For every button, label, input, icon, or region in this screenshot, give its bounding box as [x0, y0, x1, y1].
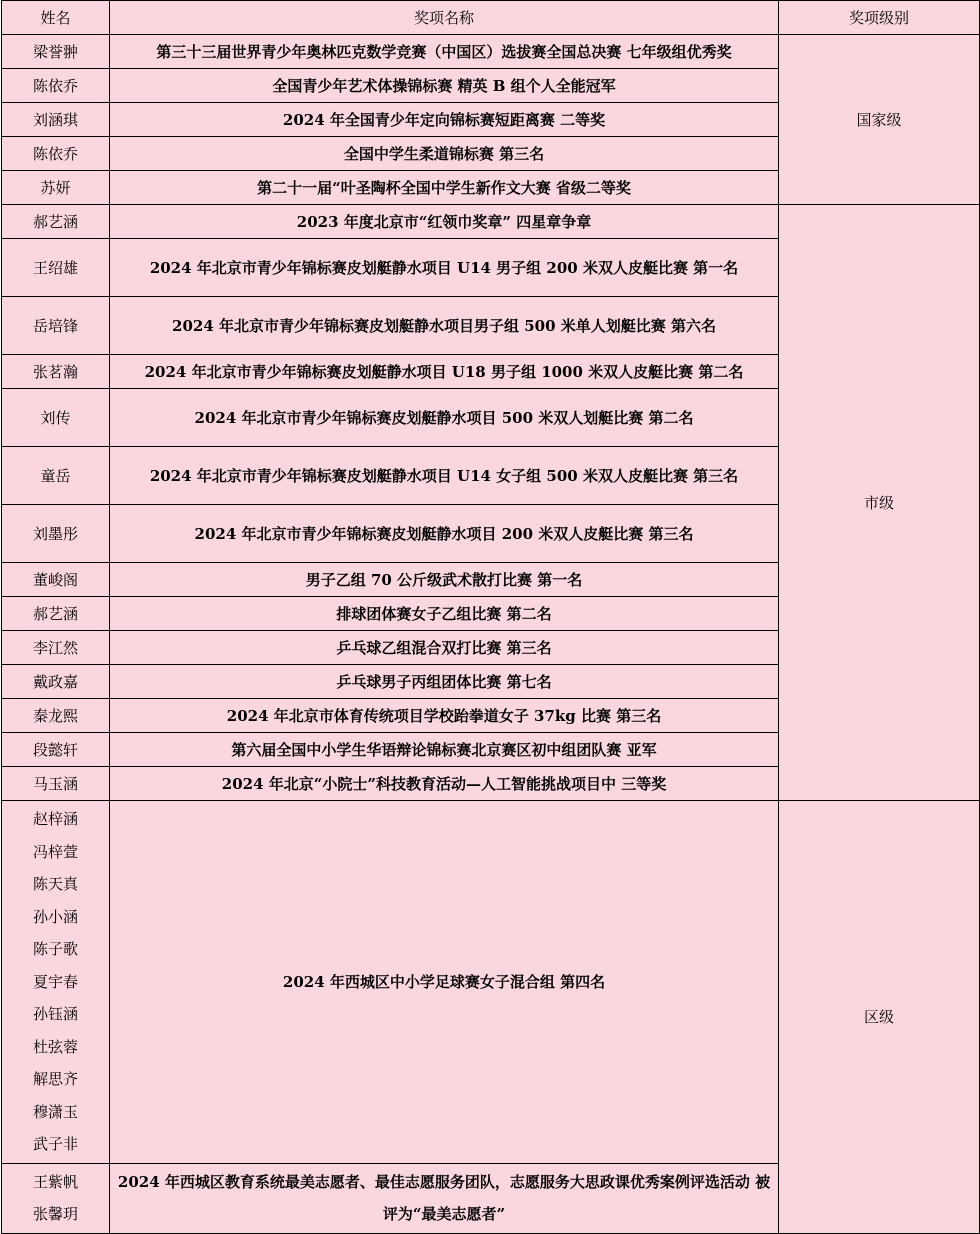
- volunteer-names: [2, 1163, 110, 1233]
- student-name: 梁誉翀: [2, 35, 110, 69]
- award-name: 2024 年北京市青少年锦标赛皮划艇静水项目 500 米双人划艇比赛 第二名: [110, 389, 779, 447]
- award-level-city: 市级: [779, 205, 980, 801]
- student-name: 戴政嘉: [2, 665, 110, 699]
- header-award: 奖项名称: [110, 1, 779, 35]
- header-level: 奖项级别: [779, 1, 980, 35]
- student-name: 郝艺涵: [2, 205, 110, 239]
- student-name: 马玉涵: [2, 767, 110, 801]
- award-name: 全国中学生柔道锦标赛 第三名: [110, 137, 779, 171]
- award-name: 2024 年西城区教育系统最美志愿者、最佳志愿服务团队，志愿服务大思政课优秀案例评选活动 被评为“最美志愿者”: [110, 1163, 779, 1233]
- award-name: 乒乓球乙组混合双打比赛 第三名: [110, 631, 779, 665]
- student-name: 孙钰涵: [32, 1005, 78, 1023]
- award-name: 2024 年北京市青少年锦标赛皮划艇静水项目 U14 女子组 500 米双人皮艇比赛 第三名: [110, 447, 779, 505]
- award-name: 第二十一届“叶圣陶杯全国中学生新作文大赛 省级二等奖: [110, 171, 779, 205]
- student-name: 张馨玥: [32, 1205, 78, 1223]
- student-name: 苏妍: [2, 171, 110, 205]
- student-name: 赵梓涵: [32, 810, 78, 828]
- table-row-football-team: [2, 801, 980, 1164]
- student-name: 陈依乔: [2, 137, 110, 171]
- award-name: 2024 年北京市体育传统项目学校跆拳道女子 37kg 比赛 第三名: [110, 699, 779, 733]
- student-name: 李江然: [2, 631, 110, 665]
- student-name: 穆潇玉: [32, 1102, 78, 1121]
- award-name: 全国青少年艺术体操锦标赛 精英 B 组个人全能冠军: [110, 69, 779, 103]
- award-name: 乒乓球男子丙组团体比赛 第七名: [110, 665, 779, 699]
- award-name: 2024 年北京“小院士”科技教育活动—人工智能挑战项目中 三等奖: [110, 767, 779, 801]
- header-name: 姓名: [2, 1, 110, 35]
- student-name: 杜弦蓉: [32, 1037, 78, 1056]
- student-name: 郝艺涵: [2, 597, 110, 631]
- student-name: 刘涵琪: [2, 103, 110, 137]
- team-member-names: [2, 801, 110, 1164]
- award-name: 排球团体赛女子乙组比赛 第二名: [110, 597, 779, 631]
- award-name: 2024 年北京市青少年锦标赛皮划艇静水项目 U18 男子组 1000 米双人皮艇比赛 第二名: [110, 355, 779, 389]
- student-name: 孙小涵: [32, 907, 78, 926]
- student-name: 陈子歌: [32, 940, 78, 958]
- student-name: 刘传: [2, 389, 110, 447]
- award-name: 2024 年北京市青少年锦标赛皮划艇静水项目 U14 男子组 200 米双人皮艇比赛 第一名: [110, 239, 779, 297]
- award-name: 2024 年北京市青少年锦标赛皮划艇静水项目 200 米双人皮艇比赛 第三名: [110, 505, 779, 563]
- student-name: 张茗瀚: [2, 355, 110, 389]
- student-name: 刘墨彤: [2, 505, 110, 563]
- award-level-national: 国家级: [779, 35, 980, 205]
- student-name: 王绍雄: [2, 239, 110, 297]
- award-name: 2023 年度北京市“红领巾奖章” 四星章争章: [110, 205, 779, 239]
- award-name: 2024 年北京市青少年锦标赛皮划艇静水项目男子组 500 米单人划艇比赛 第六名: [110, 297, 779, 355]
- award-name: 第三十三届世界青少年奥林匹克数学竞赛（中国区）选拔赛全国总决赛 七年级组优秀奖: [110, 35, 779, 69]
- student-name: 解思齐: [32, 1070, 78, 1088]
- awards-table: [1, 0, 980, 1234]
- award-level-district: 区级: [779, 801, 980, 1234]
- award-name: 男子乙组 70 公斤级武术散打比赛 第一名: [110, 563, 779, 597]
- award-name: 第六届全国中小学生华语辩论锦标赛北京赛区初中组团队赛 亚军: [110, 733, 779, 767]
- student-name: 段懿轩: [2, 733, 110, 767]
- award-name: 2024 年全国青少年定向锦标赛短距离赛 二等奖: [110, 103, 779, 137]
- student-name: 夏宇春: [32, 972, 78, 991]
- student-name: 王紫帆: [32, 1172, 78, 1191]
- student-name: 董峻阁: [2, 563, 110, 597]
- student-name: 陈天真: [32, 875, 78, 893]
- award-name: 2024 年西城区中小学足球赛女子混合组 第四名: [110, 801, 779, 1164]
- table-row: [2, 205, 980, 239]
- header-row: [2, 1, 980, 35]
- table-row: [2, 35, 980, 69]
- student-name: 陈依乔: [2, 69, 110, 103]
- student-name: 冯梓萱: [32, 842, 78, 861]
- student-name: 武子非: [32, 1135, 78, 1153]
- student-name: 童岳: [2, 447, 110, 505]
- student-name: 秦龙熙: [2, 699, 110, 733]
- student-name: 岳培锋: [2, 297, 110, 355]
